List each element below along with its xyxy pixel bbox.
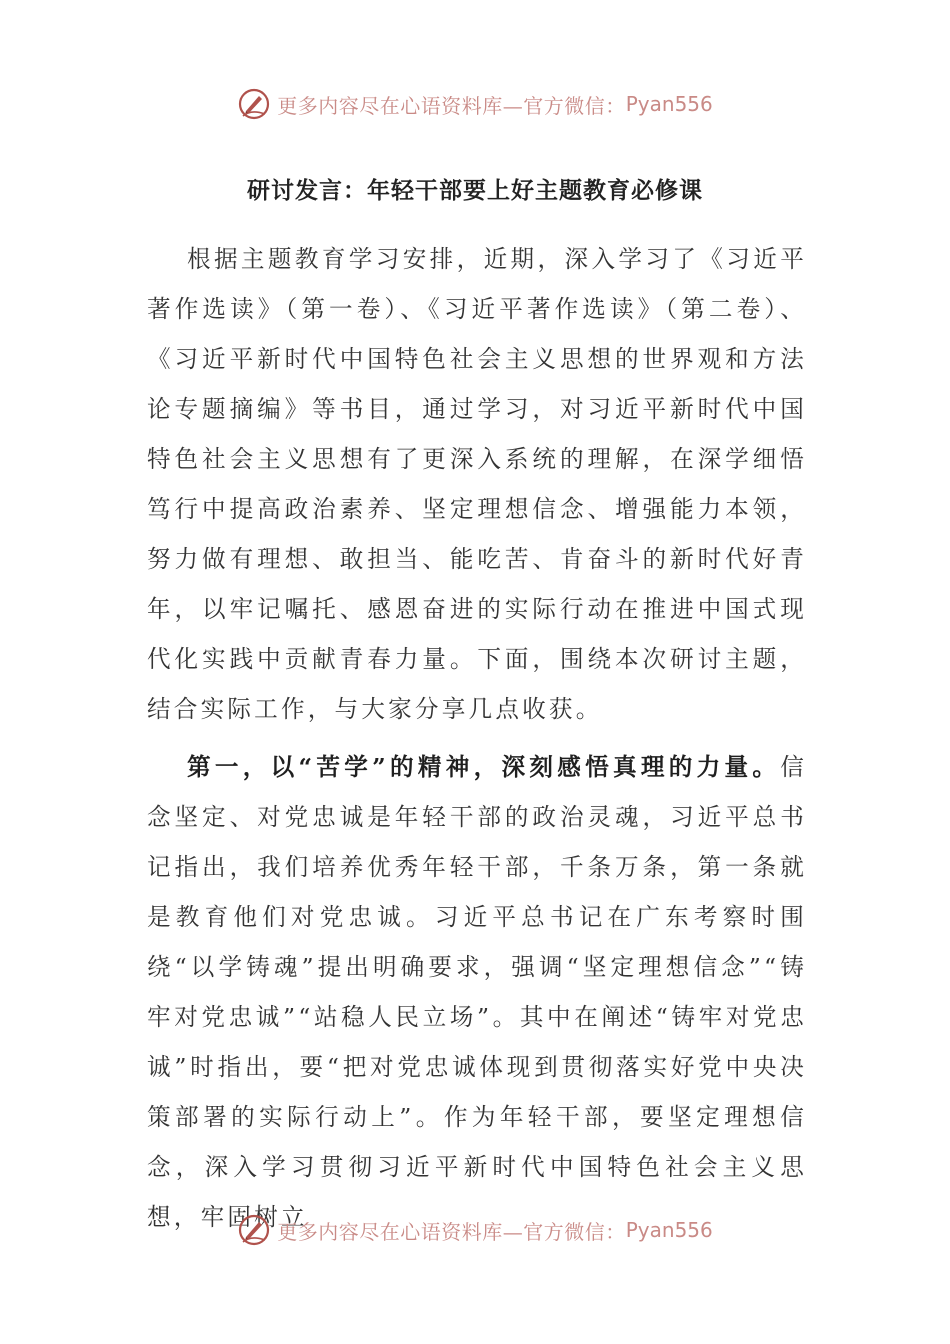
- paragraph-lead-heading: 第一，以“苦学”的精神，深刻感悟真理的力量。: [187, 753, 781, 781]
- paragraph-first-point: [147, 742, 807, 1242]
- pen-circle-logo-icon: [237, 87, 271, 121]
- header-watermark-banner: [0, 84, 950, 124]
- banner-text: 更多内容尽在心语资料库—官方微信：: [277, 93, 626, 118]
- banner-wechat-id: Pyan556: [625, 92, 713, 116]
- banner-wechat-id: Pyan556: [625, 1218, 713, 1242]
- banner-text: 更多内容尽在心语资料库—官方微信：: [277, 1219, 626, 1244]
- pen-circle-logo-icon: [237, 1213, 271, 1247]
- footer-watermark-banner: [0, 1210, 950, 1250]
- paragraph-intro: 根据主题教育学习安排，近期，深入学习了《习近平著作选读》（第一卷）、《习近平著作选读》（第二卷）、《习近平新时代中国特色社会主义思想的世界观和方法论专题摘编》等书目，通过学习，对习近平新时代中国特色社会主义思想有了更深入系统的理解，在深学细悟笃行中提高政治素养、坚定理想信念、增强能力本领，努力做有理想、敢担当、能吃苦、肯奋斗的新时代好青年，以牢记嘱托、感恩奋进的实际行动在推进中国式现代化实践中贡献青春力量。下面，围绕本次研讨主题，结合实际工作，与大家分享几点收获。: [147, 245, 807, 723]
- paragraph-first-point-body: 信念坚定、对党忠诚是年轻干部的政治灵魂，习近平总书记指出，我们培养优秀年轻干部，千条万条，第一条就是教育他们对党忠诚。习近平总书记在广东考察时围绕“以学铸魂”提出明确要求，强调“坚定理想信念”“铸牢对党忠诚”“站稳人民立场”。其中在阐述“铸牢对党忠诚”时指出，要“把对党忠诚体现到贯彻落实好党中央决策部署的实际行动上”。作为年轻干部，要坚定理想信念，深入学习贯彻习近平新时代中国特色社会主义思想，牢固树立: [147, 753, 807, 1231]
- document-title: 研讨发言：年轻干部要上好主题教育必修课: [247, 177, 703, 204]
